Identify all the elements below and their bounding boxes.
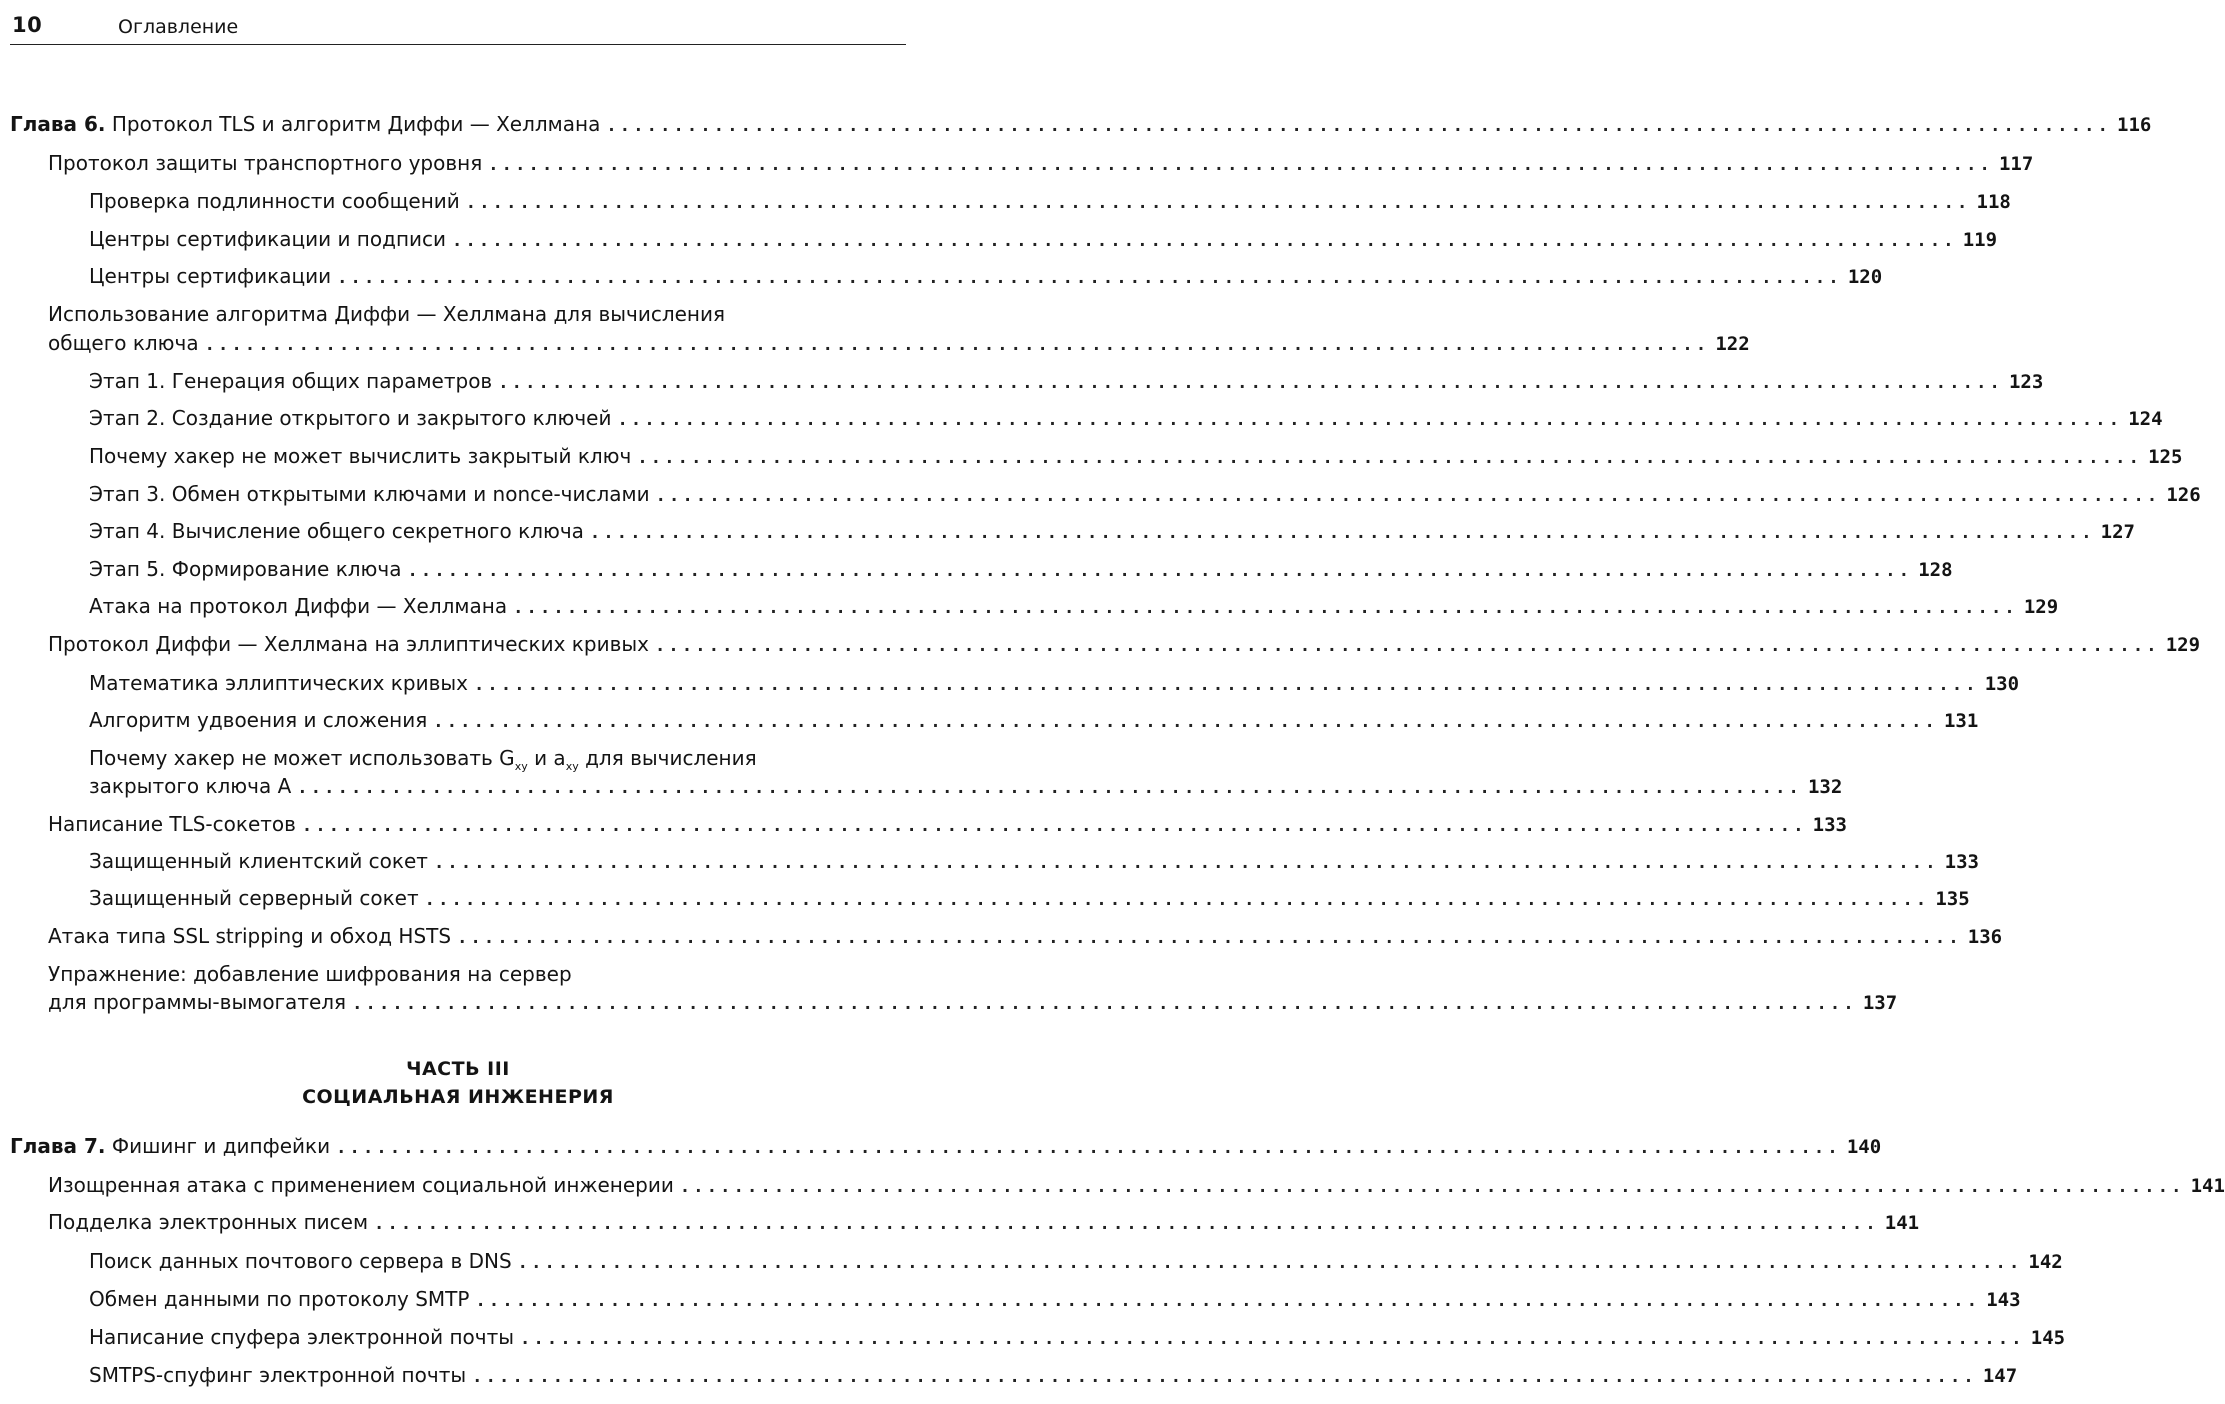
dot-leader: ................................................................................................................ <box>606 116 2112 136</box>
toc-entry[interactable]: Поиск данных почтового сервера в DNS ................................................................................................................ 142 <box>89 1249 2063 1273</box>
dot-leader: ................................................................................................................ <box>520 1329 2025 1349</box>
page-number: 10 <box>12 13 43 37</box>
page-ref: 127 <box>2100 521 2135 543</box>
dot-leader: ................................................................................................................ <box>513 598 2018 618</box>
dot-leader: ................................................................................................................ <box>488 155 1993 175</box>
toc-entry[interactable]: общего ключа ................................................................................................................ 122 <box>48 331 1750 355</box>
dot-leader: ................................................................................................................ <box>452 231 1957 251</box>
toc-entry[interactable]: Атака типа SSL stripping и обход HSTS ................................................................................................................ 136 <box>48 924 2003 948</box>
toc-entry[interactable]: Атака на протокол Диффи — Хеллмана ................................................................................................................ 129 <box>89 594 2059 618</box>
toc-entry[interactable]: Центры сертификации ................................................................................................................ 120 <box>89 264 1883 288</box>
toc-entry-line1: Почему хакер не может использовать $G_{xy}$ и $a_{xy}$ для вычисления <box>89 746 757 773</box>
toc-entry[interactable]: для программы-вымогателя ................................................................................................................ 137 <box>48 990 1898 1014</box>
toc-entry[interactable]: Защищенный клиентский сокет ................................................................................................................ 133 <box>89 849 1979 873</box>
toc-entry[interactable]: Написание спуфера электронной почты ................................................................................................................ 145 <box>89 1325 2066 1349</box>
dot-leader: ................................................................................................................ <box>637 448 2143 468</box>
page-ref: 129 <box>2165 634 2201 656</box>
page-ref: 126 <box>2166 484 2201 506</box>
toc-entry[interactable]: Центры сертификации и подписи ................................................................................................................ 119 <box>89 227 1998 251</box>
page-ref: 129 <box>2023 596 2059 618</box>
toc-entry-line1: Использование алгоритма Диффи — Хеллмана для вычисления <box>48 302 726 326</box>
dot-leader: ................................................................................................................ <box>336 1138 1841 1158</box>
dot-leader: ................................................................................................................ <box>498 373 2003 393</box>
dot-leader: ................................................................................................................ <box>301 816 1807 836</box>
page-ref: 145 <box>2030 1327 2066 1349</box>
toc-entry[interactable]: Этап 2. Создание открытого и закрытого ключей ................................................................................................................ 124 <box>89 406 2163 430</box>
dot-leader: ................................................................................................................ <box>474 675 1979 695</box>
toc-entry[interactable]: SMTPS-спуфинг электронной почты ................................................................................................................ 147 <box>89 1363 2018 1387</box>
dot-leader: ................................................................................................................ <box>374 1214 1879 1234</box>
part-number: ЧАСТЬ III <box>406 1058 510 1080</box>
toc-chapter-6[interactable] <box>10 112 2152 142</box>
dot-leader: ................................................................................................................ <box>617 410 2123 430</box>
dot-leader: ................................................................................................................ <box>655 486 2161 506</box>
running-head: Оглавление <box>118 16 239 38</box>
page-ref: 135 <box>1935 888 1970 910</box>
toc-entry[interactable]: Математика эллиптических кривых ................................................................................................................ 130 <box>89 671 2020 695</box>
dot-leader: ................................................................................................................ <box>433 712 1938 732</box>
part-title: СОЦИАЛЬНАЯ ИНЖЕНЕРИЯ <box>302 1086 614 1108</box>
dot-leader: ................................................................................................................ <box>407 561 1913 581</box>
toc-entry[interactable]: Протокол защиты транспортного уровня ................................................................................................................ 117 <box>48 151 2034 175</box>
chapter-label: Глава 7. <box>10 1134 106 1158</box>
toc-entry[interactable]: Изощренная атака с применением социальной инженерии ................................................................................................................ 141 <box>48 1173 2225 1197</box>
dot-leader: ................................................................................................................ <box>475 1291 1981 1311</box>
dot-leader: ................................................................................................................ <box>465 193 1971 213</box>
dot-leader: ................................................................................................................ <box>457 928 1962 948</box>
page-ref: 117 <box>1998 153 2034 175</box>
page-ref: 137 <box>1862 992 1898 1014</box>
dot-leader: ................................................................................................................ <box>517 1253 2023 1273</box>
page-ref: 116 <box>2117 114 2152 136</box>
page-ref: 131 <box>1943 710 1979 732</box>
toc-entry[interactable]: Алгоритм удвоения и сложения ................................................................................................................ 131 <box>89 708 1979 732</box>
dot-leader: ................................................................................................................ <box>589 523 2095 543</box>
toc-entry[interactable]: Этап 1. Генерация общих параметров ................................................................................................................ 123 <box>89 369 2044 393</box>
chapter-title: Протокол TLS и алгоритм Диффи — Хеллмана <box>111 112 601 136</box>
dot-leader: ................................................................................................................ <box>679 1177 2185 1197</box>
page-ref: 120 <box>1847 266 1883 288</box>
page-header <box>10 10 906 45</box>
page-ref: 128 <box>1918 559 1953 581</box>
dot-leader: ................................................................................................................ <box>655 636 2160 656</box>
page-ref: 143 <box>1986 1289 2021 1311</box>
toc-entry[interactable]: Этап 4. Вычисление общего секретного ключа ................................................................................................................ 127 <box>89 519 2135 543</box>
toc-entry[interactable]: Этап 3. Обмен открытыми ключами и nonce-числами ................................................................................................................ 126 <box>89 482 2201 506</box>
page-ref: 125 <box>2148 446 2183 468</box>
toc-entry[interactable]: закрытого ключа A ................................................................................................................ 132 <box>89 774 1843 798</box>
page-ref: 140 <box>1846 1136 1882 1158</box>
toc-entry[interactable]: Протокол Диффи — Хеллмана на эллиптических кривых ................................................................................................................ 129 <box>48 632 2201 656</box>
dot-leader: ................................................................................................................ <box>472 1367 1977 1387</box>
page-ref: 133 <box>1812 814 1847 836</box>
toc-entry[interactable]: Проверка подлинности сообщений ................................................................................................................ 118 <box>89 189 2011 213</box>
toc-entry[interactable]: Защищенный серверный сокет ................................................................................................................ 135 <box>89 886 1970 910</box>
page-ref: 130 <box>1984 673 2020 695</box>
dot-leader: ................................................................................................................ <box>352 994 1857 1014</box>
toc-entry[interactable]: Написание TLS-сокетов ................................................................................................................ 133 <box>48 812 1847 836</box>
page-ref: 133 <box>1944 851 1979 873</box>
page-ref: 142 <box>2028 1251 2063 1273</box>
toc-entry-line1: Упражнение: добавление шифрования на сервер <box>48 962 572 986</box>
chapter-label: Глава 6. <box>10 112 106 136</box>
dot-leader: ................................................................................................................ <box>204 335 1710 355</box>
page-ref: 132 <box>1807 776 1843 798</box>
dot-leader: ................................................................................................................ <box>424 890 1930 910</box>
dot-leader: ................................................................................................................ <box>337 268 1842 288</box>
page-ref: 124 <box>2128 408 2163 430</box>
dot-leader: ................................................................................................................ <box>297 778 1802 798</box>
chapter-title: Фишинг и дипфейки <box>111 1134 331 1158</box>
page-ref: 136 <box>1967 926 2003 948</box>
page-ref: 147 <box>1982 1365 2018 1387</box>
page-ref: 123 <box>2008 371 2044 393</box>
page-ref: 141 <box>1884 1212 1920 1234</box>
toc-entry[interactable]: Подделка электронных писем ................................................................................................................ 141 <box>48 1210 1920 1234</box>
page-ref: 119 <box>1962 229 1998 251</box>
toc-entry[interactable]: Обмен данными по протоколу SMTP ................................................................................................................ 143 <box>89 1287 2021 1311</box>
page-ref: 122 <box>1715 333 1750 355</box>
dot-leader: ................................................................................................................ <box>433 853 1939 873</box>
page-ref: 118 <box>1976 191 2011 213</box>
toc-chapter-7[interactable] <box>10 1134 1882 1164</box>
toc-entry[interactable]: Этап 5. Формирование ключа ................................................................................................................ 128 <box>89 557 1953 581</box>
toc-entry[interactable]: Почему хакер не может вычислить закрытый ключ ................................................................................................................ 125 <box>89 444 2183 468</box>
page-ref: 141 <box>2190 1175 2225 1197</box>
